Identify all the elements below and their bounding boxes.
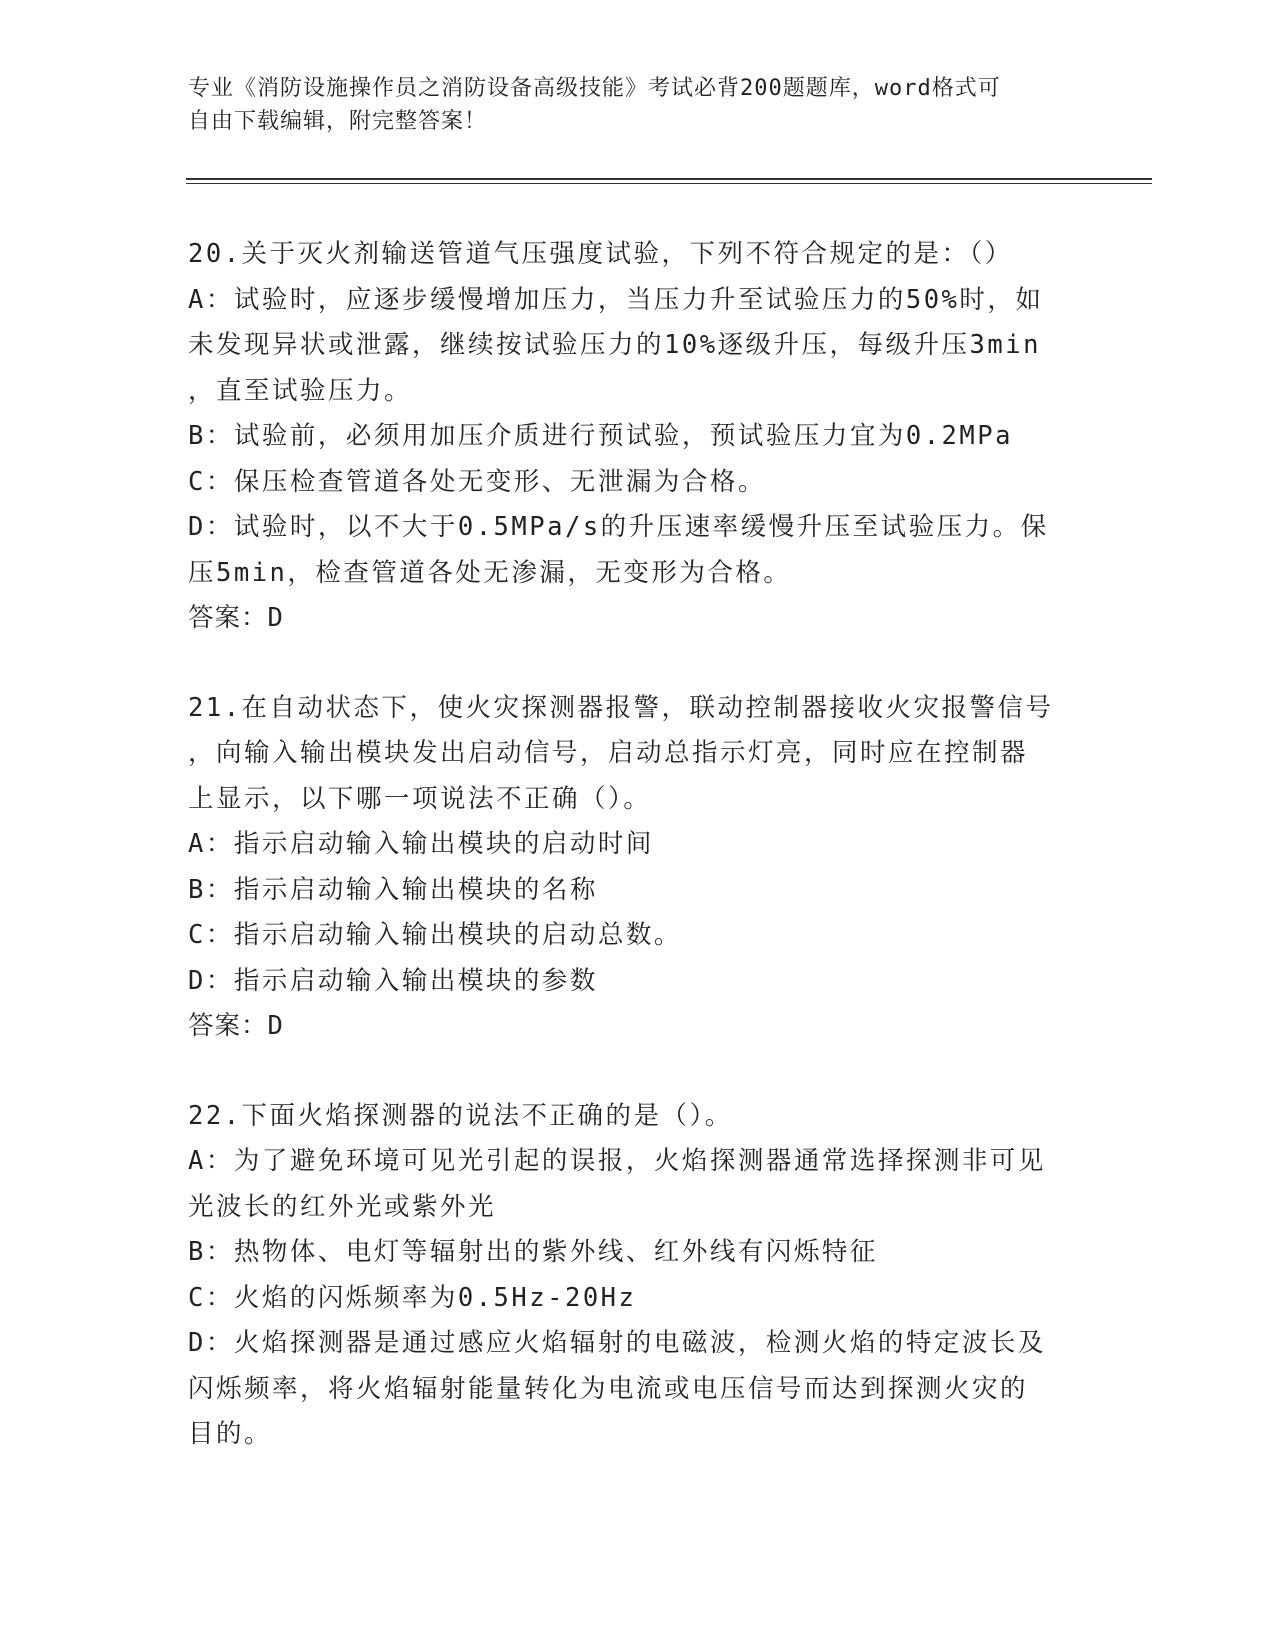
question-21-answer: 答案：D: [188, 1011, 284, 1041]
question-20-option-a: A：试验时，应逐步缓慢增加压力，当压力升至试验压力的50%时，如: [188, 284, 1044, 315]
question-20-option-d: D：试验时，以不大于0.5MPa/s的升压速率缓慢升压至试验压力。保: [188, 512, 1049, 542]
question-20-option-d-cont: 压5min，检查管道各处无渗漏，无变形为合格。: [188, 557, 792, 588]
question-20-option-c: C：保压检查管道各处无变形、无泄漏为合格。: [188, 466, 766, 497]
question-block-20: [188, 232, 1088, 642]
header-title-line-1: 专业《消防设施操作员之消防设备高级技能》考试必背200题题库，word格式可: [188, 76, 1001, 101]
question-21-option-b: B：指示启动输入输出模块的名称: [188, 874, 598, 905]
question-21-stem-cont-1: ，向输入输出模块发出启动信号，启动总指示灯亮，同时应在控制器: [188, 738, 1029, 768]
question-block-21: [188, 686, 1088, 1050]
question-22-option-d: D：火焰探测器是通过感应火焰辐射的电磁波，检测火焰的特定波长及: [188, 1328, 1046, 1358]
header-divider-thin: [186, 183, 1152, 184]
document-header: [188, 72, 1068, 138]
question-20-option-b: B：试验前，必须用加压介质进行预试验，预试验压力宜为0.2MPa: [188, 421, 1013, 451]
header-divider-thick: [186, 178, 1152, 180]
question-21-option-c: C：指示启动输入输出模块的启动总数。: [188, 920, 682, 950]
question-21-option-a: A：指示启动输入输出模块的启动时间: [188, 829, 654, 859]
question-20-stem: 20.关于灭火剂输送管道气压强度试验，下列不符合规定的是：（）: [188, 239, 1013, 269]
question-20-answer: 答案：D: [188, 603, 284, 633]
question-21-stem: 21.在自动状态下，使火灾探测器报警，联动控制器接收火灾报警信号: [188, 692, 1054, 723]
question-22-option-a-cont: 光波长的红外光或紫外光: [188, 1191, 497, 1222]
question-22-option-c: C：火焰的闪烁频率为0.5Hz-20Hz: [188, 1282, 637, 1313]
question-block-22: [188, 1094, 1088, 1458]
question-list: [188, 232, 1088, 1458]
question-22-option-a: A：为了避免环境可见光引起的误报，火焰探测器通常选择探测非可见: [188, 1146, 1046, 1176]
question-20-option-a-cont-2: ，直至试验压力。: [188, 375, 413, 406]
question-21-stem-cont-2: 上显示，以下哪一项说法不正确（）。: [188, 783, 652, 814]
question-20-option-a-cont-1: 未发现异状或泄露，继续按试验压力的10%逐级升压，每级升压3min: [188, 330, 1041, 360]
header-title-line-2: 自由下载编辑，附完整答案！: [188, 109, 488, 134]
question-21-option-d: D：指示启动输入输出模块的参数: [188, 965, 598, 996]
question-22-stem: 22.下面火焰探测器的说法不正确的是（）。: [188, 1100, 733, 1131]
question-22-option-b: B：热物体、电灯等辐射出的紫外线、红外线有闪烁特征: [188, 1237, 878, 1267]
question-22-option-d-cont-2: 目的。: [188, 1419, 273, 1449]
question-22-option-d-cont-1: 闪烁频率，将火焰辐射能量转化为电流或电压信号而达到探测火灾的: [188, 1373, 1029, 1404]
